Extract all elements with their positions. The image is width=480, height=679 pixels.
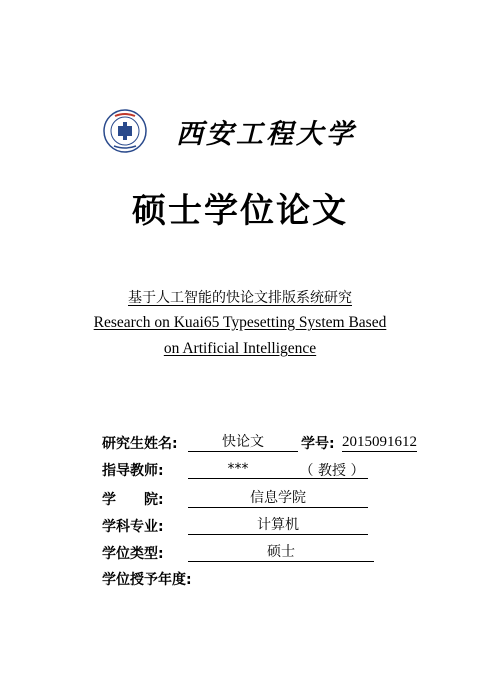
thesis-title-english-line2-text: on Artificial Intelligence: [163, 340, 317, 357]
major-value: 计算机: [188, 516, 368, 535]
school-label: 学 院:: [102, 492, 164, 508]
thesis-title-english-line1-text: Research on Kuai65 Typesetting System Based: [93, 314, 387, 331]
university-seal-icon: [103, 109, 147, 153]
major-label: 学科专业:: [102, 519, 164, 535]
thesis-title-chinese-text: 基于人工智能的快论文排版系统研究: [128, 290, 352, 306]
advisor-label: 指导教师:: [102, 463, 164, 479]
student-id-value: 2015091612: [342, 434, 417, 450]
advisor-rank: （ 教授 ）: [299, 463, 365, 479]
thesis-title-chinese: [0, 287, 480, 307]
degree-type-label: 学位类型:: [102, 546, 164, 562]
advisor-value: ***: [227, 461, 249, 477]
degree-type-value: 硕士: [188, 543, 374, 562]
university-name-logo: 西安工程大学: [176, 119, 356, 150]
student-name-label: 研究生姓名:: [102, 436, 178, 452]
thesis-title-english-line1: [0, 314, 480, 332]
degree-date-label: 学位授予年度:: [102, 572, 192, 588]
degree-title: 硕士学位论文: [132, 191, 348, 231]
advisor-underline: [188, 478, 368, 479]
thesis-title-english-line2: [0, 340, 480, 358]
student-id-label: 学号:: [301, 436, 335, 452]
school-value: 信息学院: [188, 489, 368, 508]
student-name-value: 快论文: [188, 433, 298, 452]
